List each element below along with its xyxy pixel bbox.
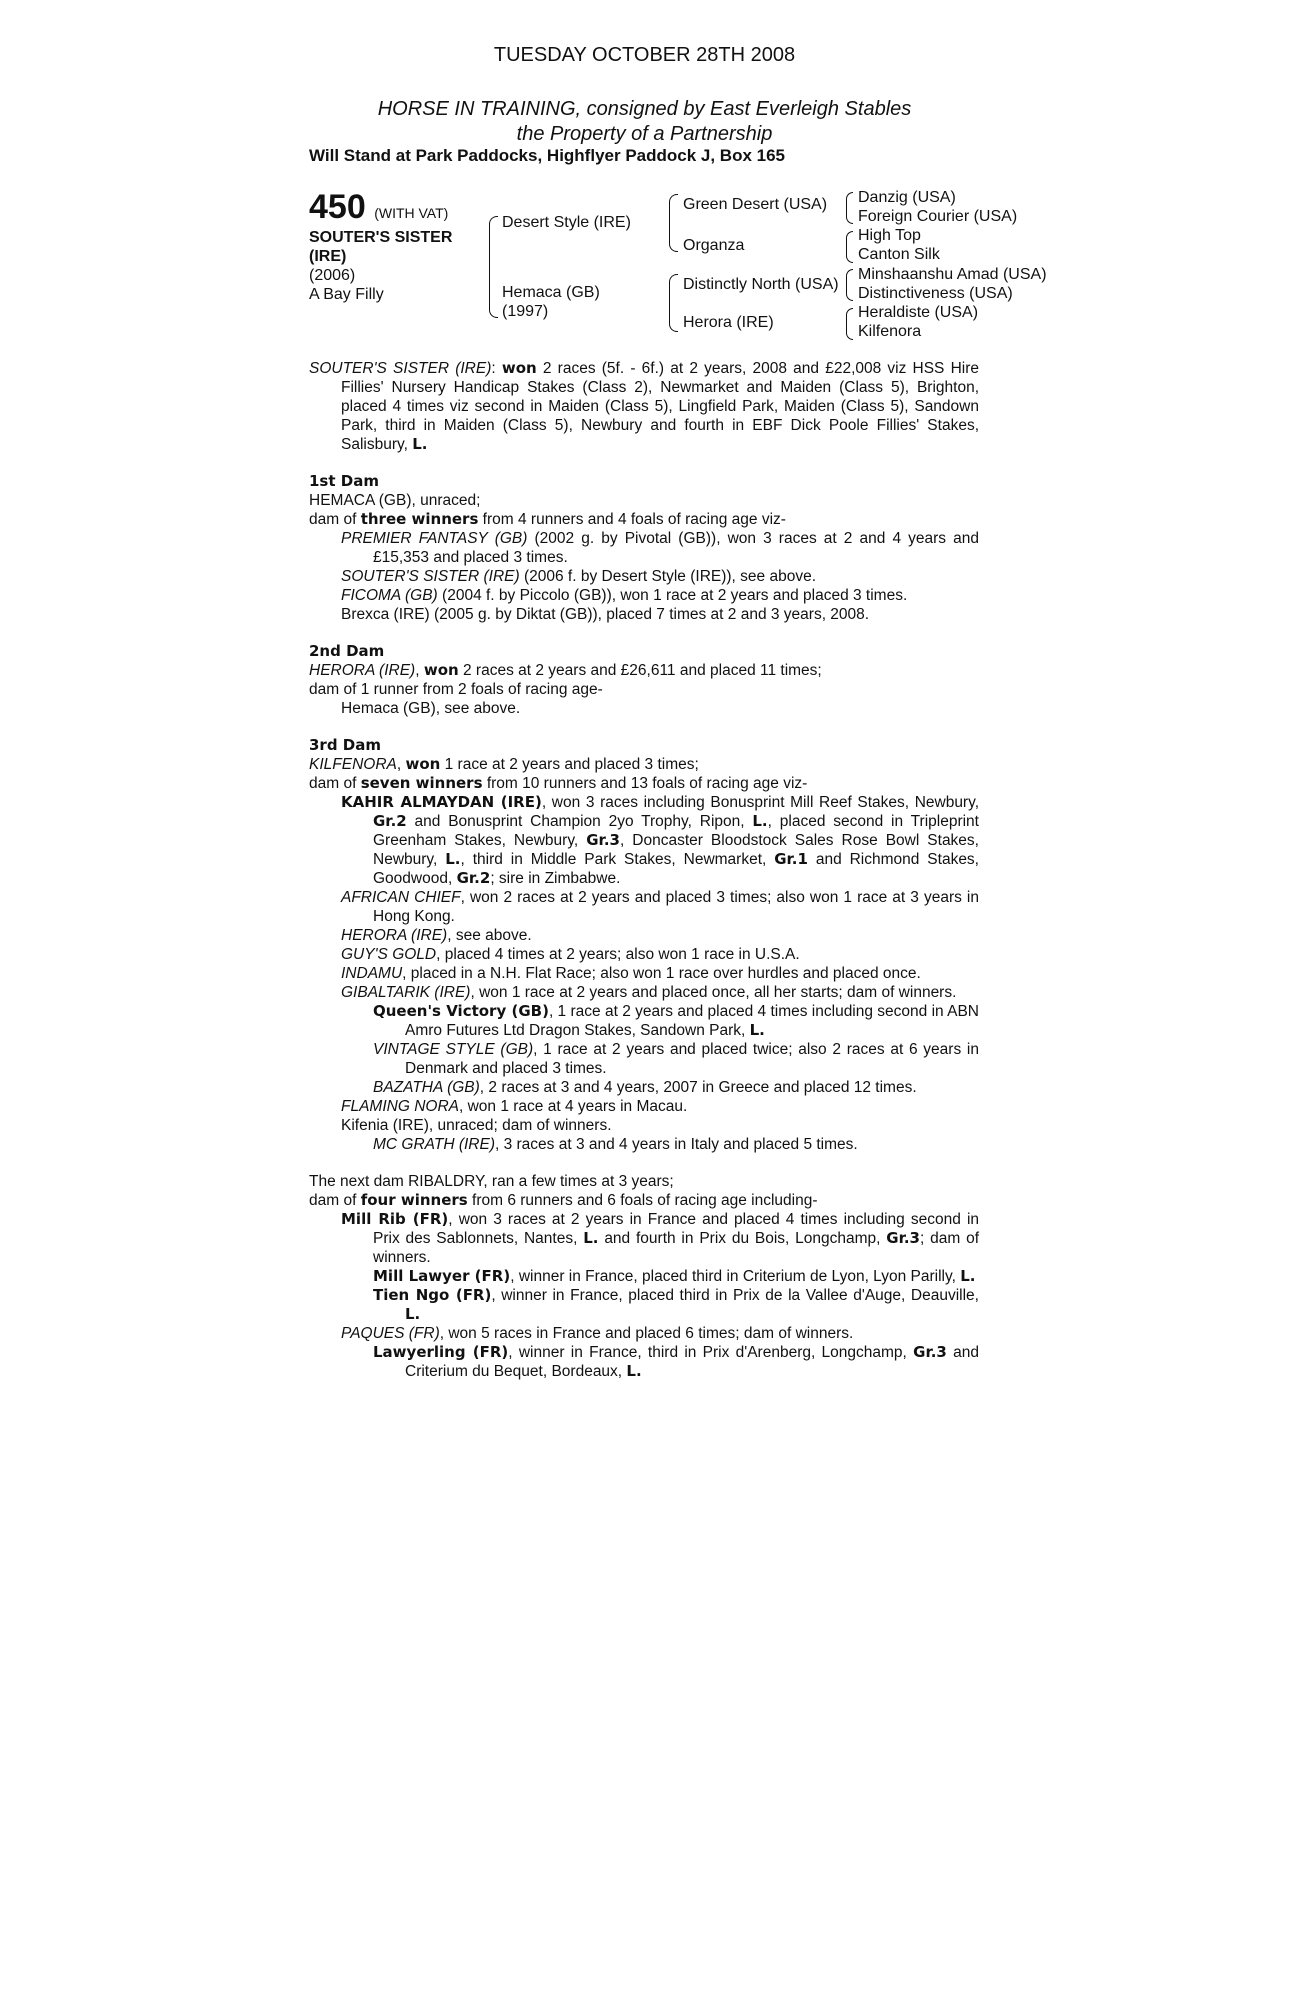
- first-dam-heading: 1st Dam: [309, 472, 379, 490]
- second-dam-heading: 2nd Dam: [309, 642, 385, 660]
- text-span: , 3 races at 3 and 4 years in Italy and placed 5 times.: [494, 1136, 858, 1153]
- grandproduce-item: [309, 1078, 979, 1097]
- dam-sire-dam: Distinctiveness (USA): [858, 285, 1013, 302]
- sale-date: TUESDAY OCTOBER 28TH 2008: [493, 44, 796, 66]
- text-span: 2 races (5f. - 6f.) at 2 years, 2008 and £22,008 viz HSS Hire Fillies' Nursery Handicap Stakes (Class 2), Newmarket and Maiden (Class 5), Brighton, placed 4 times viz second in Maiden (Class 5), Lingfield Park, Maiden (Class 5), Sandown Park, third in Maiden (Class 5), Newbury and fourth in EBF Dick Poole Fillies' Stakes, Salisbury,: [341, 360, 979, 453]
- dam-year: (1997): [502, 303, 549, 320]
- text-span: (2006 f. by Desert Style (IRE)), see above.: [519, 568, 817, 585]
- produce-item: [309, 888, 979, 926]
- produce-name: PREMIER FANTASY (GB): [341, 530, 528, 547]
- grade-mark: Gr.3: [886, 1229, 920, 1247]
- listed-mark: L.: [960, 1267, 976, 1285]
- dam-name: HERORA (IRE): [309, 662, 416, 679]
- sire-sire: Green Desert (USA): [683, 196, 828, 213]
- listed-mark: L.: [626, 1362, 642, 1380]
- horse-name-ref: SOUTER'S SISTER (IRE): [309, 360, 492, 377]
- text-span: , 1 race at 2 years and placed 4 times including second in ABN Amro Futures Ltd Dragon Stakes, Sandown Park,: [405, 1003, 980, 1039]
- first-dam-line: HEMACA (GB), unraced;: [309, 492, 481, 509]
- text-span: , won 5 races in France and placed 6 times; dam of winners.: [439, 1325, 854, 1342]
- listed-mark: L.: [583, 1229, 599, 1247]
- dam-dam: Herora (IRE): [683, 314, 774, 331]
- grandproduce-item: [309, 1267, 979, 1286]
- grade-mark: Gr.1: [774, 850, 808, 868]
- sire-dam-sire: High Top: [858, 227, 921, 244]
- brace-ds: [846, 269, 853, 301]
- pedigree-block: [309, 188, 1069, 348]
- text-span: , won 1 race at 4 years in Macau.: [458, 1098, 688, 1115]
- listed-mark: L.: [749, 1021, 765, 1039]
- horse-name-line2: (IRE): [309, 248, 347, 265]
- produce-item: [309, 529, 979, 567]
- dam: Hemaca (GB): [502, 284, 600, 301]
- text-span: dam of: [309, 775, 361, 792]
- produce-item: [309, 1097, 979, 1116]
- won-emph: won: [405, 755, 441, 773]
- winners-emph: four winners: [360, 1191, 468, 1209]
- grandproduce-item: [309, 1002, 979, 1040]
- third-dam-produce-intro: [309, 774, 979, 793]
- produce-name: Mill Rib (FR): [341, 1210, 449, 1228]
- text-span: , 2 races at 3 and 4 years, 2007 in Greece and placed 12 times.: [479, 1079, 917, 1096]
- text-span: , Doncaster Bloodstock Sales Rose Bowl Stakes, Newbury,: [373, 832, 979, 868]
- text-span: from 10 runners and 13 foals of racing age viz-: [482, 775, 808, 792]
- next-dam-line: The next dam RIBALDRY, ran a few times at 3 years;: [309, 1173, 674, 1190]
- listed-mark: L.: [445, 850, 461, 868]
- third-dam-heading: 3rd Dam: [309, 736, 381, 754]
- grade-mark: Gr.3: [586, 831, 620, 849]
- produce-item: [309, 964, 979, 983]
- second-dam-produce-intro: dam of 1 runner from 2 foals of racing age-: [309, 681, 603, 698]
- produce-item: [309, 945, 979, 964]
- text-span: from 6 runners and 6 foals of racing age including-: [467, 1192, 818, 1209]
- second-dam-line: [309, 661, 979, 680]
- produce-name: PAQUES (FR): [341, 1325, 440, 1342]
- text-span: , won 2 races at 2 years and placed 3 times; also won 1 race at 3 years in Hong Kong.: [373, 889, 979, 925]
- winners-emph: seven winners: [360, 774, 483, 792]
- produce-name: Mill Lawyer (FR): [373, 1267, 511, 1285]
- brace-gen1: [489, 216, 498, 318]
- text-span: dam of: [309, 1192, 361, 1209]
- dam-name: KILFENORA: [309, 756, 397, 773]
- location-line: Will Stand at Park Paddocks, Highflyer Paddock J, Box 165: [309, 146, 785, 165]
- produce-name: GIBALTARIK (IRE): [341, 984, 471, 1001]
- property-line: the Property of a Partnership: [516, 123, 773, 145]
- grandproduce-item: [309, 1343, 979, 1381]
- text-span: , winner in France, third in Prix d'Arenberg, Longchamp,: [508, 1344, 914, 1361]
- produce-name: AFRICAN CHIEF: [341, 889, 461, 906]
- produce-name: SOUTER'S SISTER (IRE): [341, 568, 520, 585]
- horse-description: A Bay Filly: [309, 286, 384, 303]
- brace-dd: [846, 308, 853, 340]
- text-span: , see above.: [447, 927, 532, 944]
- dam-dam-dam: Kilfenora: [858, 323, 922, 340]
- text-span: from 4 runners and 4 foals of racing age viz-: [478, 511, 786, 528]
- listed-mark: L.: [752, 812, 768, 830]
- produce-name: HERORA (IRE): [341, 927, 448, 944]
- consignor-line: HORSE IN TRAINING, consigned by East Everleigh Stables: [377, 98, 912, 120]
- text-span: 1 race at 2 years and placed 3 times;: [440, 756, 699, 773]
- text-span: (2004 f. by Piccolo (GB)), won 1 race at 2 years and placed 3 times.: [437, 587, 908, 604]
- text-span: (2002 g. by Pivotal (GB)), won 3 races at 2 and 4 years and £15,353 and placed 3 times.: [373, 530, 980, 566]
- next-dam-produce-intro: [309, 1191, 979, 1210]
- text-span: , won 1 race at 2 years and placed once, all her starts; dam of winners.: [470, 984, 957, 1001]
- brace-dam: [669, 274, 678, 332]
- grandproduce-item: [309, 1286, 979, 1324]
- sire-dam: Organza: [683, 237, 745, 254]
- dam-sire-sire: Minshaanshu Amad (USA): [858, 266, 1047, 283]
- winners-emph: three winners: [360, 510, 479, 528]
- produce-item: [309, 1210, 979, 1267]
- produce-name: Tien Ngo (FR): [373, 1286, 492, 1304]
- sire: Desert Style (IRE): [502, 214, 631, 231]
- brace-sd: [846, 231, 853, 263]
- produce-item: [309, 1324, 979, 1343]
- text-span: ; dam of winners.: [373, 1230, 980, 1266]
- brace-ss: [846, 192, 853, 224]
- produce-item: [309, 586, 979, 605]
- produce-name: KAHIR ALMAYDAN (IRE): [341, 793, 542, 811]
- text-span: , placed 4 times at 2 years; also won 1 race in U.S.A.: [436, 946, 800, 963]
- grade-mark: Gr.2: [373, 812, 407, 830]
- text-span: , won 3 races at 2 years in France and placed 4 times including second in Prix des Sablonnets, Nantes,: [373, 1211, 980, 1247]
- produce-item: Hemaca (GB), see above.: [341, 700, 521, 717]
- sire-dam-dam: Canton Silk: [858, 246, 940, 263]
- text-span: and Criterium du Bequet, Bordeaux,: [405, 1344, 979, 1380]
- text-span: ,: [415, 662, 424, 679]
- produce-name: Queen's Victory (GB): [373, 1002, 549, 1020]
- foaling-year: (2006): [309, 267, 356, 284]
- lot-header: [0, 97, 1289, 165]
- produce-item: [309, 983, 979, 1002]
- lot-number-row: [309, 188, 448, 227]
- catalogue-text: [309, 359, 979, 1381]
- text-span: 2 races at 2 years and £26,611 and placed 11 times;: [458, 662, 822, 679]
- text-span: and Bonusprint Champion 2yo Trophy, Ripon,: [406, 813, 753, 830]
- produce-item: Kifenia (IRE), unraced; dam of winners.: [341, 1117, 612, 1134]
- produce-name: BAZATHA (GB): [373, 1079, 480, 1096]
- horse-name-line1: SOUTER'S SISTER: [309, 229, 453, 246]
- text-span: , winner in France, placed third in Criterium de Lyon, Lyon Parilly,: [510, 1268, 961, 1285]
- won-emph: won: [423, 661, 459, 679]
- won-emph: won: [501, 359, 537, 377]
- produce-item: [309, 567, 979, 586]
- text-span: ,: [396, 756, 406, 773]
- text-span: , placed in a N.H. Flat Race; also won 1 race over hurdles and placed once.: [402, 965, 921, 982]
- grandproduce-item: [309, 1135, 979, 1154]
- grade-mark: Gr.3: [913, 1343, 947, 1361]
- sire-sire-sire: Danzig (USA): [858, 189, 956, 206]
- horse-record: [309, 359, 979, 454]
- produce-item: [309, 926, 979, 945]
- produce-name: GUY'S GOLD: [341, 946, 437, 963]
- grandproduce-item: [309, 1040, 979, 1078]
- text-span: , 1 race at 2 years and placed twice; also 2 races at 6 years in Denmark and placed 3 times.: [405, 1041, 979, 1077]
- text-span: , placed second in Tripleprint Greenham Stakes, Newbury,: [373, 813, 979, 849]
- text-span: , winner in France, placed third in Prix de la Vallee d'Auge, Deauville,: [491, 1287, 979, 1304]
- text-span: ; sire in Zimbabwe.: [490, 870, 621, 887]
- third-dam-line: [309, 755, 979, 774]
- produce-name: INDAMU: [341, 965, 403, 982]
- text-span: and Richmond Stakes, Goodwood,: [373, 851, 979, 887]
- first-dam-produce-intro: [309, 510, 979, 529]
- lot-number: 450: [309, 188, 366, 226]
- listed-mark: L.: [412, 435, 428, 453]
- dam-dam-sire: Heraldiste (USA): [858, 304, 979, 321]
- produce-name: MC GRATH (IRE): [373, 1136, 495, 1153]
- brace-sire: [669, 194, 678, 252]
- horse-name: [309, 228, 479, 266]
- produce-name: FICOMA (GB): [341, 587, 438, 604]
- produce-item: Brexca (IRE) (2005 g. by Diktat (GB)), placed 7 times at 2 and 3 years, 2008.: [341, 606, 870, 623]
- grade-mark: Gr.2: [456, 869, 491, 887]
- text-span: :: [491, 360, 502, 377]
- text-span: , third in Middle Park Stakes, Newmarket,: [460, 851, 775, 868]
- text-span: and fourth in Prix du Bois, Longchamp,: [598, 1230, 887, 1247]
- produce-name: FLAMING NORA: [341, 1098, 459, 1115]
- sire-sire-dam: Foreign Courier (USA): [858, 208, 1018, 225]
- vat-note: (WITH VAT): [374, 205, 449, 221]
- produce-name: VINTAGE STYLE (GB): [373, 1041, 534, 1058]
- text-span: dam of: [309, 511, 361, 528]
- produce-name: Lawyerling (FR): [373, 1343, 509, 1361]
- text-span: , won 3 races including Bonusprint Mill Reef Stakes, Newbury,: [541, 794, 980, 811]
- dam-sire: Distinctly North (USA): [683, 276, 839, 293]
- produce-item: [309, 793, 979, 888]
- listed-mark: L.: [405, 1305, 421, 1323]
